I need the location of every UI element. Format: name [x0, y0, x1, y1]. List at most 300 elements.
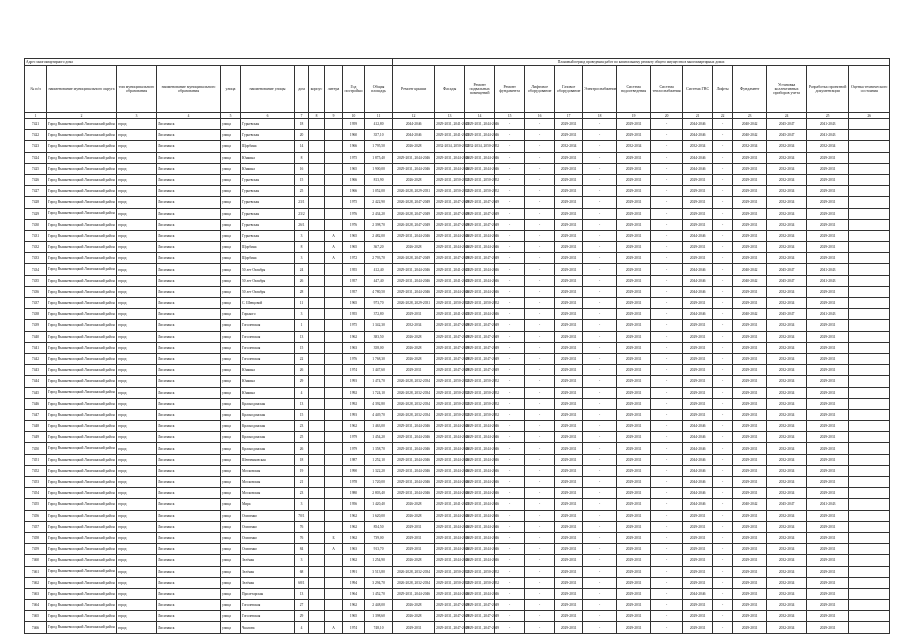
- district-cell: Город Вышневолоцкий Лисичанский район: [47, 510, 117, 521]
- street-cell: Осипенко: [241, 544, 295, 555]
- hot-water-cell: 2044-2046: [683, 477, 713, 488]
- basement-cell: 2029-2031, 2044-2046: [465, 286, 495, 297]
- building-cell: [309, 353, 325, 364]
- letter-cell: [325, 454, 343, 465]
- assessment-cell: [849, 230, 890, 241]
- roof-cell: 2026-2028, 2029-2031: [393, 186, 435, 197]
- street-cell: Юнкина: [241, 376, 295, 387]
- district-cell: Город Вышневолоцкий Лисичанский район: [47, 521, 117, 532]
- assessment-cell: [849, 555, 890, 566]
- column-header: наименование улицы: [241, 66, 295, 113]
- row-number: 7440: [25, 331, 47, 342]
- meters-cell: 2045-2047: [767, 309, 807, 320]
- gas-cell: 2029-2031: [555, 432, 583, 443]
- hot-water-cell: 2044-2046: [683, 588, 713, 599]
- district-cell: Город Вышневолоцкий Лисичанский район: [47, 443, 117, 454]
- lifts-cell: -: [713, 331, 733, 342]
- gas-cell: 2029-2031: [555, 130, 583, 141]
- electric-cell: -: [583, 544, 617, 555]
- letter-cell: [325, 141, 343, 152]
- letter-cell: [325, 510, 343, 521]
- facade-cell: 2029-2031, 2044-2046: [435, 544, 465, 555]
- gas-cell: 2029-2031: [555, 532, 583, 543]
- electric-cell: -: [583, 555, 617, 566]
- heating-cell: -: [651, 298, 683, 309]
- row-number: 7458: [25, 532, 47, 543]
- meters-cell: 2032-2034: [767, 555, 807, 566]
- area-cell: 4 392,80: [365, 398, 393, 409]
- foundation-cell: -: [495, 298, 525, 309]
- roof-cell: 2029-2031, 2044-2046: [393, 443, 435, 454]
- foundation2-cell: 2029-2031: [733, 253, 767, 264]
- gas-cell: 2029-2031: [555, 208, 583, 219]
- building-cell: [309, 174, 325, 185]
- street-cell: Осипенко: [241, 532, 295, 543]
- foundation-cell: -: [495, 510, 525, 521]
- foundation-cell: -: [495, 566, 525, 577]
- meters-cell: 2032-2034: [767, 342, 807, 353]
- lifts-cell: -: [713, 488, 733, 499]
- lift-equipment-cell: -: [525, 130, 555, 141]
- foundation-cell: -: [495, 499, 525, 510]
- building-cell: [309, 622, 325, 633]
- street-cell: Гурьевская: [241, 219, 295, 230]
- roof-cell: 2026-2028, 2047-2049: [393, 208, 435, 219]
- row-number: 7422: [25, 130, 47, 141]
- column-header: корпус: [309, 66, 325, 113]
- gas-cell: 2029-2031: [555, 588, 583, 599]
- table-row: [25, 163, 890, 174]
- area-cell: 1 052,00: [365, 186, 393, 197]
- foundation-cell: -: [495, 600, 525, 611]
- street-type-cell: улица: [221, 421, 241, 432]
- letter-cell: [325, 365, 343, 376]
- street-type-cell: улица: [221, 521, 241, 532]
- building-cell: [309, 219, 325, 230]
- municipality-type-cell: город: [117, 622, 157, 633]
- letter-cell: [325, 588, 343, 599]
- facade-cell: 2029-2031, 2044-2046: [435, 421, 465, 432]
- municipality-cell: Лисичанск: [157, 242, 221, 253]
- basement-cell: 2029-2031, 2050-2052: [465, 376, 495, 387]
- district-cell: Город Вышневолоцкий Лисичанский район: [47, 577, 117, 588]
- hot-water-cell: 2029-2031: [683, 510, 713, 521]
- meters-cell: 2032-2034: [767, 488, 807, 499]
- year-cell: 1959: [343, 119, 365, 130]
- row-number: 7463: [25, 588, 47, 599]
- municipality-type-cell: город: [117, 119, 157, 130]
- street-cell: Щорбина: [241, 242, 295, 253]
- drainage-cell: 2029-2031: [617, 365, 651, 376]
- drainage-cell: 2029-2031: [617, 409, 651, 420]
- foundation-cell: -: [495, 376, 525, 387]
- year-cell: 1962: [343, 510, 365, 521]
- letter-cell: А: [325, 253, 343, 264]
- street-type-cell: улица: [221, 163, 241, 174]
- municipality-cell: Лисичанск: [157, 477, 221, 488]
- column-number: 22: [713, 113, 733, 119]
- drainage-cell: 2029-2031: [617, 600, 651, 611]
- year-cell: 1993: [343, 376, 365, 387]
- design-docs-cell: 2029-2031: [807, 521, 849, 532]
- street-type-cell: улица: [221, 119, 241, 130]
- basement-cell: 2029-2031, 2047-2049: [465, 353, 495, 364]
- foundation2-cell: 2040-2042: [733, 264, 767, 275]
- electric-cell: -: [583, 119, 617, 130]
- district-cell: Город Вышневолоцкий Лисичанский район: [47, 353, 117, 364]
- design-docs-cell: 2041-2043: [807, 275, 849, 286]
- hot-water-cell: 2029-2031: [683, 611, 713, 622]
- street-type-cell: улица: [221, 242, 241, 253]
- design-docs-cell: 2029-2031: [807, 365, 849, 376]
- street-type-cell: улица: [221, 219, 241, 230]
- roof-cell: 2029-2031, 2044-2046: [393, 275, 435, 286]
- electric-cell: -: [583, 488, 617, 499]
- design-docs-cell: 2029-2031: [807, 286, 849, 297]
- drainage-cell: 2029-2031: [617, 465, 651, 476]
- hot-water-cell: 2044-2046: [683, 275, 713, 286]
- building-cell: [309, 566, 325, 577]
- foundation-cell: -: [495, 387, 525, 398]
- column-number: 8: [309, 113, 325, 119]
- street-cell: Юнкина: [241, 365, 295, 376]
- gas-cell: 2029-2031: [555, 387, 583, 398]
- house-cell: 3: [295, 253, 309, 264]
- lift-equipment-cell: -: [525, 532, 555, 543]
- row-number: 7428: [25, 197, 47, 208]
- hot-water-cell: 2044-2046: [683, 286, 713, 297]
- lift-equipment-cell: -: [525, 465, 555, 476]
- street-type-cell: улица: [221, 555, 241, 566]
- table-row: [25, 376, 890, 387]
- design-docs-cell: 2029-2031: [807, 331, 849, 342]
- lift-equipment-cell: -: [525, 152, 555, 163]
- column-number: 6: [241, 113, 295, 119]
- drainage-cell: 2029-2031: [617, 320, 651, 331]
- row-number: 7429: [25, 208, 47, 219]
- drainage-cell: 2029-2031: [617, 622, 651, 633]
- municipality-type-cell: город: [117, 600, 157, 611]
- drainage-cell: 2029-2031: [617, 398, 651, 409]
- municipality-cell: Лисичанск: [157, 499, 221, 510]
- roof-cell: 2026-2028, 2032-2034: [393, 566, 435, 577]
- electric-cell: -: [583, 398, 617, 409]
- column-number: 10: [343, 113, 365, 119]
- heating-cell: -: [651, 376, 683, 387]
- street-type-cell: улица: [221, 197, 241, 208]
- house-cell: 21: [295, 477, 309, 488]
- building-cell: [309, 443, 325, 454]
- letter-cell: [325, 421, 343, 432]
- electric-cell: -: [583, 163, 617, 174]
- basement-cell: 2029-2031, 2044-2046: [465, 130, 495, 141]
- lift-equipment-cell: -: [525, 353, 555, 364]
- meters-cell: 2045-2047: [767, 119, 807, 130]
- basement-cell: 2029-2031, 2050-2052: [465, 186, 495, 197]
- house-cell: 11: [295, 298, 309, 309]
- building-cell: [309, 465, 325, 476]
- municipality-cell: Лисичанск: [157, 465, 221, 476]
- street-cell: Щорбина: [241, 253, 295, 264]
- roof-cell: 2029-2031, 2044-2046: [393, 286, 435, 297]
- heating-cell: -: [651, 152, 683, 163]
- house-cell: 3: [295, 230, 309, 241]
- street-type-cell: улица: [221, 499, 241, 510]
- table-row: [25, 611, 890, 622]
- meters-cell: 2032-2034: [767, 465, 807, 476]
- drainage-cell: 2029-2031: [617, 309, 651, 320]
- electric-cell: -: [583, 141, 617, 152]
- district-cell: Город Вышневолоцкий Лисичанский район: [47, 555, 117, 566]
- street-type-cell: улица: [221, 230, 241, 241]
- meters-cell: 2032-2034: [767, 253, 807, 264]
- house-cell: 15: [295, 342, 309, 353]
- lifts-cell: -: [713, 130, 733, 141]
- facade-cell: 2029-2031, 2044-2046: [435, 477, 465, 488]
- year-cell: 1960: [343, 130, 365, 141]
- district-cell: Город Вышневолоцкий Лисичанский район: [47, 477, 117, 488]
- roof-cell: 2026-2028: [393, 555, 435, 566]
- table-row: [25, 510, 890, 521]
- street-type-cell: улица: [221, 309, 241, 320]
- heating-cell: -: [651, 174, 683, 185]
- drainage-cell: 2029-2031: [617, 130, 651, 141]
- heating-cell: -: [651, 510, 683, 521]
- design-docs-cell: 2029-2031: [807, 611, 849, 622]
- lift-equipment-cell: -: [525, 119, 555, 130]
- foundation-cell: -: [495, 242, 525, 253]
- street-type-cell: улица: [221, 353, 241, 364]
- row-number: 7441: [25, 342, 47, 353]
- municipality-type-cell: город: [117, 320, 157, 331]
- municipality-type-cell: город: [117, 376, 157, 387]
- street-type-cell: улица: [221, 141, 241, 152]
- foundation-cell: -: [495, 119, 525, 130]
- assessment-cell: [849, 600, 890, 611]
- design-docs-cell: 2029-2031: [807, 186, 849, 197]
- column-number: 26: [849, 113, 890, 119]
- row-number: 7462: [25, 577, 47, 588]
- letter-cell: А: [325, 544, 343, 555]
- year-cell: 1992: [343, 398, 365, 409]
- basement-cell: 2029-2031, 2044-2046: [465, 588, 495, 599]
- gas-cell: 2029-2031: [555, 320, 583, 331]
- lifts-cell: -: [713, 600, 733, 611]
- table-row: [25, 532, 890, 543]
- basement-cell: 2029-2031, 2044-2046: [465, 421, 495, 432]
- area-cell: 1 720,00: [365, 477, 393, 488]
- foundation-cell: -: [495, 163, 525, 174]
- electric-cell: -: [583, 532, 617, 543]
- municipality-cell: Лисичанск: [157, 510, 221, 521]
- drainage-cell: 2029-2031: [617, 197, 651, 208]
- assessment-cell: [849, 477, 890, 488]
- design-docs-cell: 2029-2031: [807, 588, 849, 599]
- electric-cell: -: [583, 454, 617, 465]
- street-type-cell: улица: [221, 320, 241, 331]
- letter-cell: [325, 432, 343, 443]
- building-cell: [309, 376, 325, 387]
- basement-cell: 2029-2031, 2044-2046: [465, 544, 495, 555]
- basement-cell: 2029-2031, 2044-2046: [465, 454, 495, 465]
- municipality-cell: Лисичанск: [157, 275, 221, 286]
- roof-cell: 2029-2031, 2044-2046: [393, 454, 435, 465]
- municipality-cell: Лисичанск: [157, 163, 221, 174]
- foundation-cell: -: [495, 152, 525, 163]
- foundation2-cell: 2029-2031: [733, 197, 767, 208]
- foundation2-cell: 2029-2031: [733, 544, 767, 555]
- facade-cell: 2029-2031, 2047-2049: [435, 197, 465, 208]
- drainage-cell: 2029-2031: [617, 421, 651, 432]
- electric-cell: -: [583, 219, 617, 230]
- gas-cell: 2029-2031: [555, 253, 583, 264]
- gas-cell: 2029-2031: [555, 152, 583, 163]
- building-cell: [309, 432, 325, 443]
- street-cell: Гурьевская: [241, 230, 295, 241]
- municipality-cell: Лисичанск: [157, 544, 221, 555]
- assessment-cell: [849, 163, 890, 174]
- house-cell: 8: [295, 152, 309, 163]
- meters-cell: 2032-2034: [767, 376, 807, 387]
- heating-cell: -: [651, 286, 683, 297]
- basement-cell: 2029-2031, 2044-2046: [465, 163, 495, 174]
- foundation2-cell: 2029-2031: [733, 331, 767, 342]
- drainage-cell: 2029-2031: [617, 353, 651, 364]
- heating-cell: -: [651, 331, 683, 342]
- meters-cell: 2032-2034: [767, 421, 807, 432]
- house-cell: 29: [295, 611, 309, 622]
- heating-cell: -: [651, 141, 683, 152]
- hot-water-cell: 2044-2046: [683, 499, 713, 510]
- district-cell: Город Вышневолоцкий Лисичанский район: [47, 230, 117, 241]
- electric-cell: -: [583, 421, 617, 432]
- foundation2-cell: 2029-2031: [733, 208, 767, 219]
- facade-cell: 2029-2031, 2044-2046: [435, 286, 465, 297]
- row-number: 7443: [25, 365, 47, 376]
- table-row: [25, 577, 890, 588]
- electric-cell: -: [583, 197, 617, 208]
- drainage-cell: 2029-2031: [617, 454, 651, 465]
- electric-cell: -: [583, 577, 617, 588]
- basement-cell: 2029-2031, 2047-2049: [465, 208, 495, 219]
- foundation-cell: -: [495, 309, 525, 320]
- roof-cell: 2026-2028: [393, 141, 435, 152]
- table-row: [25, 130, 890, 141]
- column-header: Оценка технического состояния: [849, 66, 890, 113]
- hot-water-cell: 2044-2046: [683, 230, 713, 241]
- hot-water-cell: 2029-2031: [683, 544, 713, 555]
- municipality-type-cell: город: [117, 309, 157, 320]
- year-cell: 1976: [343, 219, 365, 230]
- lift-equipment-cell: -: [525, 275, 555, 286]
- street-cell: С. Шевцовой: [241, 298, 295, 309]
- design-docs-cell: 2029-2031: [807, 465, 849, 476]
- street-type-cell: улица: [221, 622, 241, 633]
- design-docs-cell: 2029-2031: [807, 376, 849, 387]
- column-header: Система водоотведения: [617, 66, 651, 113]
- area-cell: 4 449,70: [365, 409, 393, 420]
- meters-cell: 2032-2034: [767, 230, 807, 241]
- column-header: Лифтовое оборудование: [525, 66, 555, 113]
- gas-cell: 2029-2031: [555, 499, 583, 510]
- basement-cell: 2029-2031, 2044-2046: [465, 488, 495, 499]
- drainage-cell: 2029-2031: [617, 510, 651, 521]
- table-row: [25, 119, 890, 130]
- municipality-cell: Лисичанск: [157, 353, 221, 364]
- building-cell: [309, 521, 325, 532]
- row-number: 7465: [25, 611, 47, 622]
- municipality-cell: Лисичанск: [157, 622, 221, 633]
- table-row: [25, 264, 890, 275]
- lift-equipment-cell: -: [525, 488, 555, 499]
- gas-cell: 2029-2031: [555, 119, 583, 130]
- foundation-cell: -: [495, 365, 525, 376]
- heating-cell: -: [651, 353, 683, 364]
- lifts-cell: -: [713, 477, 733, 488]
- year-cell: 1992: [343, 387, 365, 398]
- foundation-cell: -: [495, 477, 525, 488]
- street-cell: Гурьевская: [241, 186, 295, 197]
- group-header-address: Адрес многоквартирного дома: [25, 59, 393, 66]
- column-header: Электроснабжение: [583, 66, 617, 113]
- foundation2-cell: 2032-2034: [733, 141, 767, 152]
- street-cell: 50 лет Октября: [241, 264, 295, 275]
- lift-equipment-cell: -: [525, 454, 555, 465]
- row-number: 7446: [25, 398, 47, 409]
- district-cell: Город Вышневолоцкий Лисичанский район: [47, 365, 117, 376]
- hot-water-cell: 2029-2031: [683, 622, 713, 633]
- gas-cell: 2029-2031: [555, 454, 583, 465]
- area-cell: 2 422,90: [365, 197, 393, 208]
- letter-cell: [325, 353, 343, 364]
- electric-cell: -: [583, 152, 617, 163]
- municipality-cell: Лисичанск: [157, 600, 221, 611]
- column-number: 2: [47, 113, 117, 119]
- meters-cell: 2032-2034: [767, 208, 807, 219]
- street-type-cell: улица: [221, 409, 241, 420]
- row-number: 7425: [25, 163, 47, 174]
- gas-cell: 2029-2031: [555, 264, 583, 275]
- column-number: 20: [651, 113, 683, 119]
- hot-water-cell: 2029-2031: [683, 521, 713, 532]
- house-cell: 23: [295, 421, 309, 432]
- facade-cell: 2029-2031, 2044-2046: [435, 242, 465, 253]
- lifts-cell: -: [713, 286, 733, 297]
- street-cell: Гоголевская: [241, 331, 295, 342]
- meters-cell: 2045-2047: [767, 275, 807, 286]
- lifts-cell: -: [713, 532, 733, 543]
- district-cell: Город Вышневолоцкий Лисичанский район: [47, 600, 117, 611]
- roof-cell: 2029-2031, 2044-2046: [393, 163, 435, 174]
- lifts-cell: -: [713, 342, 733, 353]
- column-header: наименование муниципального округа: [47, 66, 117, 113]
- design-docs-cell: 2029-2031: [807, 242, 849, 253]
- gas-cell: 2029-2031: [555, 242, 583, 253]
- area-cell: 3 294,70: [365, 577, 393, 588]
- district-cell: Город Вышневолоцкий Лисичанский район: [47, 588, 117, 599]
- table-row: [25, 320, 890, 331]
- hot-water-cell: 2029-2031: [683, 320, 713, 331]
- area-cell: 1 322,20: [365, 465, 393, 476]
- gas-cell: 2029-2031: [555, 544, 583, 555]
- house-cell: 23/2: [295, 208, 309, 219]
- roof-cell: 2026-2028, 2032-2034: [393, 398, 435, 409]
- lift-equipment-cell: -: [525, 521, 555, 532]
- row-number: 7432: [25, 242, 47, 253]
- basement-cell: 2029-2031, 2044-2046: [465, 119, 495, 130]
- foundation2-cell: 2029-2031: [733, 174, 767, 185]
- hot-water-cell: 2029-2031: [683, 555, 713, 566]
